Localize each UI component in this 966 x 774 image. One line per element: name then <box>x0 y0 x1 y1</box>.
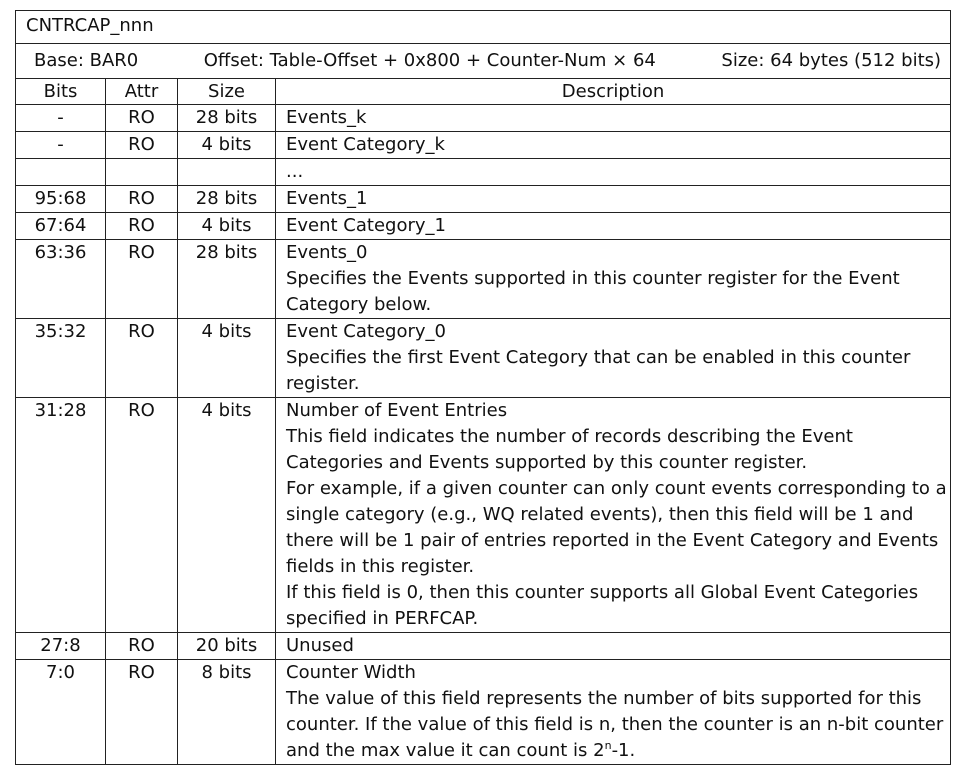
field-description-text: This field indicates the number of records describing the Event Categories and Events supported by this counter register. <box>286 426 853 473</box>
field-size: 28 bits <box>178 105 276 132</box>
field-description <box>276 186 951 213</box>
field-name: Events_k <box>286 107 367 128</box>
field-description <box>276 159 951 186</box>
field-attr: RO <box>106 105 178 132</box>
field-name: ... <box>286 161 304 182</box>
register-name-text: CNTRCAP_nnn <box>26 15 154 36</box>
field-description-text: Specifies the first Event Category that can be enabled in this counter register. <box>286 347 911 394</box>
field-size: 4 bits <box>178 319 276 398</box>
field-row <box>16 633 951 660</box>
field-size: 28 bits <box>178 186 276 213</box>
field-row <box>16 240 951 319</box>
field-attr: RO <box>106 398 178 633</box>
field-description-text: The value of this field represents the number of bits supported for this counter. If the value of this field is n, then the counter is an n-bit counter and the max value it can count is 2$^n$-1. <box>286 688 944 761</box>
field-attr: RO <box>106 132 178 159</box>
field-size: 4 bits <box>178 213 276 240</box>
field-bits: 27:8 <box>16 633 106 660</box>
superscript-n: n <box>604 739 612 752</box>
field-description <box>276 105 951 132</box>
field-row <box>16 105 951 132</box>
register-table <box>15 10 951 765</box>
field-attr: RO <box>106 186 178 213</box>
field-description <box>276 398 951 633</box>
field-description-text: If this field is 0, then this counter supports all Global Event Categories specified in PERFCAP. <box>286 582 919 629</box>
field-size: 4 bits <box>178 398 276 633</box>
column-header-description: Description <box>276 79 951 105</box>
field-description <box>276 213 951 240</box>
field-bits <box>16 159 106 186</box>
field-description <box>276 132 951 159</box>
field-name: Events_1 <box>286 188 368 209</box>
field-size: 4 bits <box>178 132 276 159</box>
field-row <box>16 132 951 159</box>
field-name: Unused <box>286 635 354 656</box>
register-info <box>16 44 951 79</box>
register-offset: Offset: Table-Offset + 0x800 + Counter-Num × 64 <box>203 50 656 71</box>
field-name: Counter Width <box>286 662 416 683</box>
field-attr: RO <box>106 240 178 319</box>
field-size: 28 bits <box>178 240 276 319</box>
field-name: Event Category_1 <box>286 215 446 236</box>
field-name: Event Category_0 <box>286 321 446 342</box>
field-description-text: For example, if a given counter can only count events corresponding to a single category (e.g., WQ related events), then this field will be 1 and there will be 1 pair of entries reported in the Event Category and Events fields in this register. <box>286 478 947 577</box>
field-description <box>276 633 951 660</box>
column-header-bits: Bits <box>16 79 106 105</box>
register-base: Base: BAR0 <box>34 50 139 71</box>
field-bits: 67:64 <box>16 213 106 240</box>
column-header-row <box>16 79 951 105</box>
field-bits: 63:36 <box>16 240 106 319</box>
field-name: Event Category_k <box>286 134 445 155</box>
field-name: Number of Event Entries <box>286 400 508 421</box>
field-row <box>16 159 951 186</box>
field-description <box>276 660 951 765</box>
field-bits: 7:0 <box>16 660 106 765</box>
field-attr: RO <box>106 319 178 398</box>
field-row <box>16 398 951 633</box>
field-description <box>276 319 951 398</box>
column-header-size: Size <box>178 79 276 105</box>
field-attr: RO <box>106 213 178 240</box>
register-size: Size: 64 bytes (512 bits) <box>721 50 942 71</box>
field-attr: RO <box>106 633 178 660</box>
field-row <box>16 660 951 765</box>
field-name: Events_0 <box>286 242 368 263</box>
field-bits: - <box>16 132 106 159</box>
field-row <box>16 319 951 398</box>
field-bits: 35:32 <box>16 319 106 398</box>
field-attr: RO <box>106 660 178 765</box>
field-size: 20 bits <box>178 633 276 660</box>
field-bits: - <box>16 105 106 132</box>
field-attr <box>106 159 178 186</box>
field-bits: 31:28 <box>16 398 106 633</box>
field-row <box>16 186 951 213</box>
field-bits: 95:68 <box>16 186 106 213</box>
column-header-attr: Attr <box>106 79 178 105</box>
field-row <box>16 213 951 240</box>
field-description <box>276 240 951 319</box>
field-description-text: Specifies the Events supported in this counter register for the Event Category below. <box>286 268 900 315</box>
register-name <box>16 11 951 44</box>
field-size <box>178 159 276 186</box>
field-size: 8 bits <box>178 660 276 765</box>
